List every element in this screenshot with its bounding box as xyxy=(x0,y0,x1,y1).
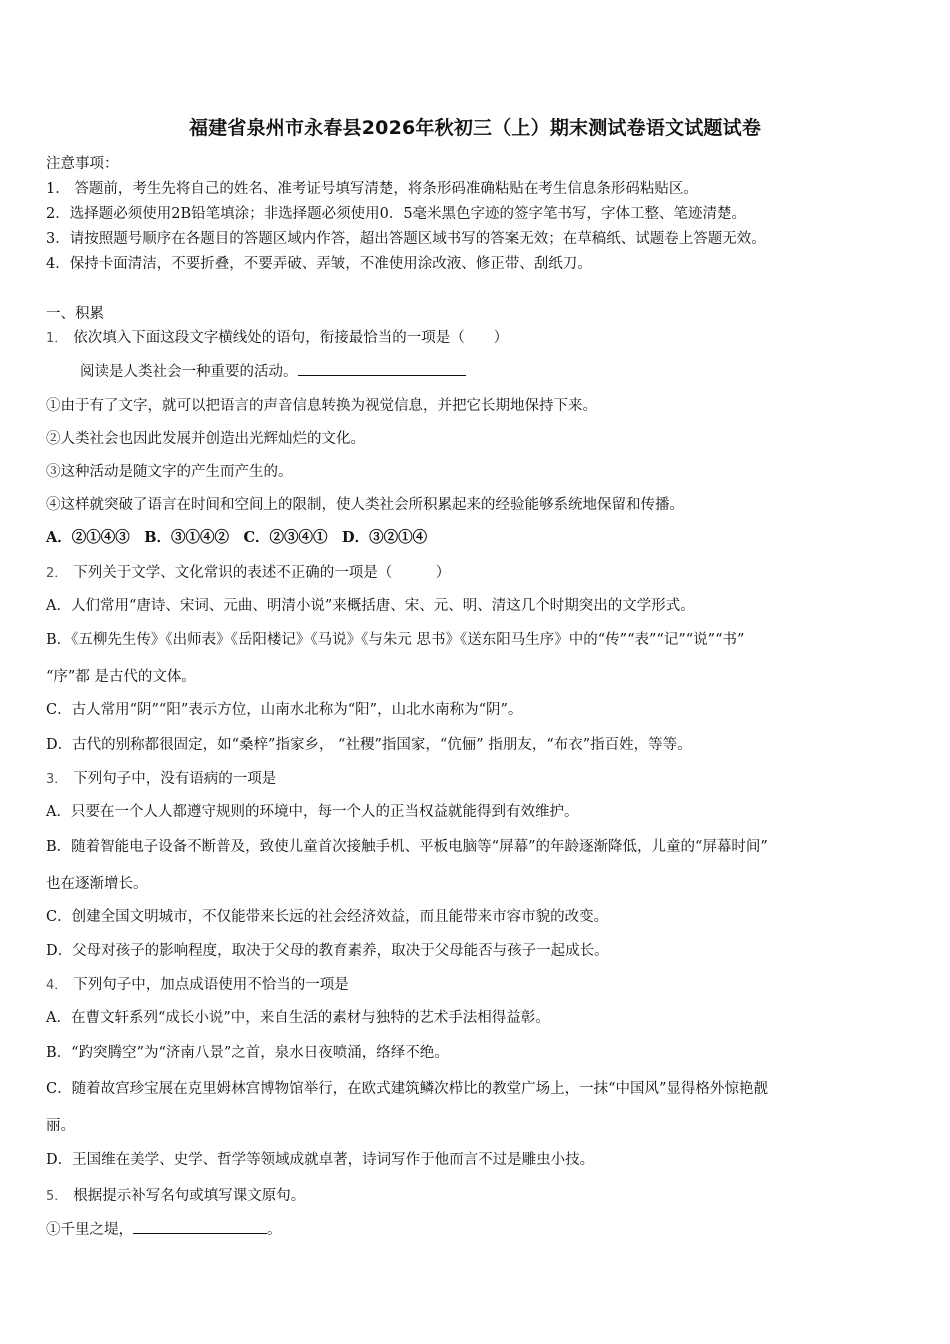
question-1-passage xyxy=(80,360,466,381)
question-number: 3． xyxy=(46,772,68,787)
question-2-option-c: C．古人常用“阴”“阳”表示方位，山南水北称为“阳”，山北水南称为“阴”。 xyxy=(46,702,523,718)
question-4-option-d: D．王国维在美学、史学、哲学等领域成就卓著，诗词写作于他而言不过是雕虫小技。 xyxy=(46,1152,595,1168)
question-5-item-1 xyxy=(46,1218,282,1239)
question-1-choices: A．②①④③ B．③①④② C．②③④① D．③②①④ xyxy=(46,529,428,546)
question-1-stem xyxy=(46,326,508,347)
exam-title: 福建省泉州市永春县2026年秋初三（上）期末测试卷语文试题试卷 xyxy=(188,117,762,139)
question-text: 下列关于文学、文化常识的表述不正确的一项是（ ） xyxy=(73,565,451,581)
question-2-option-d: D．古代的别称都很固定，如“桑梓”指家乡， “社稷”指国家，“伉俪” 指朋友，“布衣”指百姓，等等。 xyxy=(46,737,692,753)
notice-item-1: 1． 答题前，考生先将自己的姓名、准考证号填写清楚，将条形码准确粘贴在考生信息条形码粘贴区。 xyxy=(46,181,698,197)
question-text: 依次填入下面这段文字横线处的语句，衔接最恰当的一项是（ ） xyxy=(73,330,509,346)
notice-item-2: 2．选择题必须使用2B铅笔填涂；非选择题必须使用0．5毫米黑色字迹的签字笔书写，字体工整、笔迹清楚。 xyxy=(46,206,747,222)
answer-blank xyxy=(133,1219,267,1234)
question-1-sentence-1: ①由于有了文字，就可以把语言的声音信息转换为视觉信息，并把它长期地保持下来。 xyxy=(46,398,597,414)
question-2-option-b: B．《五柳先生传》《出师表》《岳阳楼记》《马说》《与朱元 思书》《送东阳马生序》中的“传”“表”“记”“说”“书” xyxy=(46,632,745,648)
notice-item-4: 4．保持卡面清洁，不要折叠，不要弄破、弄皱，不准使用涂改液、修正带、刮纸刀。 xyxy=(46,256,592,272)
question-1-sentence-2: ②人类社会也因此发展并创造出光辉灿烂的文化。 xyxy=(46,431,365,447)
question-2-option-a: A．人们常用“唐诗、宋词、元曲、明清小说”来概括唐、宋、元、明、清这几个时期突出的文学形式。 xyxy=(46,598,695,614)
question-3-option-c: C．创建全国文明城市，不仅能带来长远的社会经济效益，而且能带来市容市貌的改变。 xyxy=(46,909,609,925)
answer-blank xyxy=(298,361,466,376)
notice-heading: 注意事项： xyxy=(46,156,119,172)
question-4-option-c-continued: 丽。 xyxy=(46,1118,75,1134)
question-1-sentence-3: ③这种活动是随文字的产生而产生的。 xyxy=(46,464,293,480)
question-1-sentence-4: ④这样就突破了语言在时间和空间上的限制，使人类社会所积累起来的经验能够系统地保留和传播。 xyxy=(46,497,684,513)
item-text: ①千里之堤， xyxy=(46,1222,133,1238)
question-5-stem xyxy=(46,1184,305,1205)
notice-item-3: 3．请按照题号顺序在各题目的答题区域内作答，超出答题区域书写的答案无效；在草稿纸、试题卷上答题无效。 xyxy=(46,231,766,247)
question-2-option-b-continued: “序”都 是古代的文体。 xyxy=(46,669,196,685)
question-number: 2． xyxy=(46,566,68,581)
question-text: 根据提示补写名句或填写课文原句。 xyxy=(73,1188,306,1204)
question-text: 下列句子中，加点成语使用不恰当的一项是 xyxy=(73,977,349,993)
question-number: 5． xyxy=(46,1189,68,1204)
question-4-stem xyxy=(46,973,349,994)
question-4-option-c: C．随着故宫珍宝展在克里姆林宫博物馆举行，在欧式建筑鳞次栉比的教堂广场上，一抹“中国风”显得格外惊艳靓 xyxy=(46,1081,768,1097)
question-3-option-a: A．只要在一个人人都遵守规则的环境中，每一个人的正当权益就能得到有效维护。 xyxy=(46,804,579,820)
question-number: 4． xyxy=(46,978,68,993)
question-3-option-d: D．父母对孩子的影响程度，取决于父母的教育素养，取决于父母能否与孩子一起成长。 xyxy=(46,943,609,959)
question-2-stem xyxy=(46,561,450,582)
question-number: 1． xyxy=(46,331,68,346)
question-text: 下列句子中，没有语病的一项是 xyxy=(73,771,277,787)
question-3-option-b-continued: 也在逐渐增长。 xyxy=(46,876,148,892)
item-end: 。 xyxy=(267,1222,282,1238)
passage-text: 阅读是人类社会一种重要的活动。 xyxy=(80,364,298,380)
question-3-option-b: B．随着智能电子设备不断普及，致使儿童首次接触手机、平板电脑等“屏幕”的年龄逐渐降低，儿童的“屏幕时间” xyxy=(46,839,768,855)
section-heading: 一、积累 xyxy=(46,306,104,322)
question-4-option-b: B．“趵突腾空”为“济南八景”之首，泉水日夜喷涌，络绎不绝。 xyxy=(46,1045,449,1061)
question-4-option-a: A．在曹文轩系列“成长小说”中，来自生活的素材与独特的艺术手法相得益彰。 xyxy=(46,1010,550,1026)
question-3-stem xyxy=(46,767,276,788)
